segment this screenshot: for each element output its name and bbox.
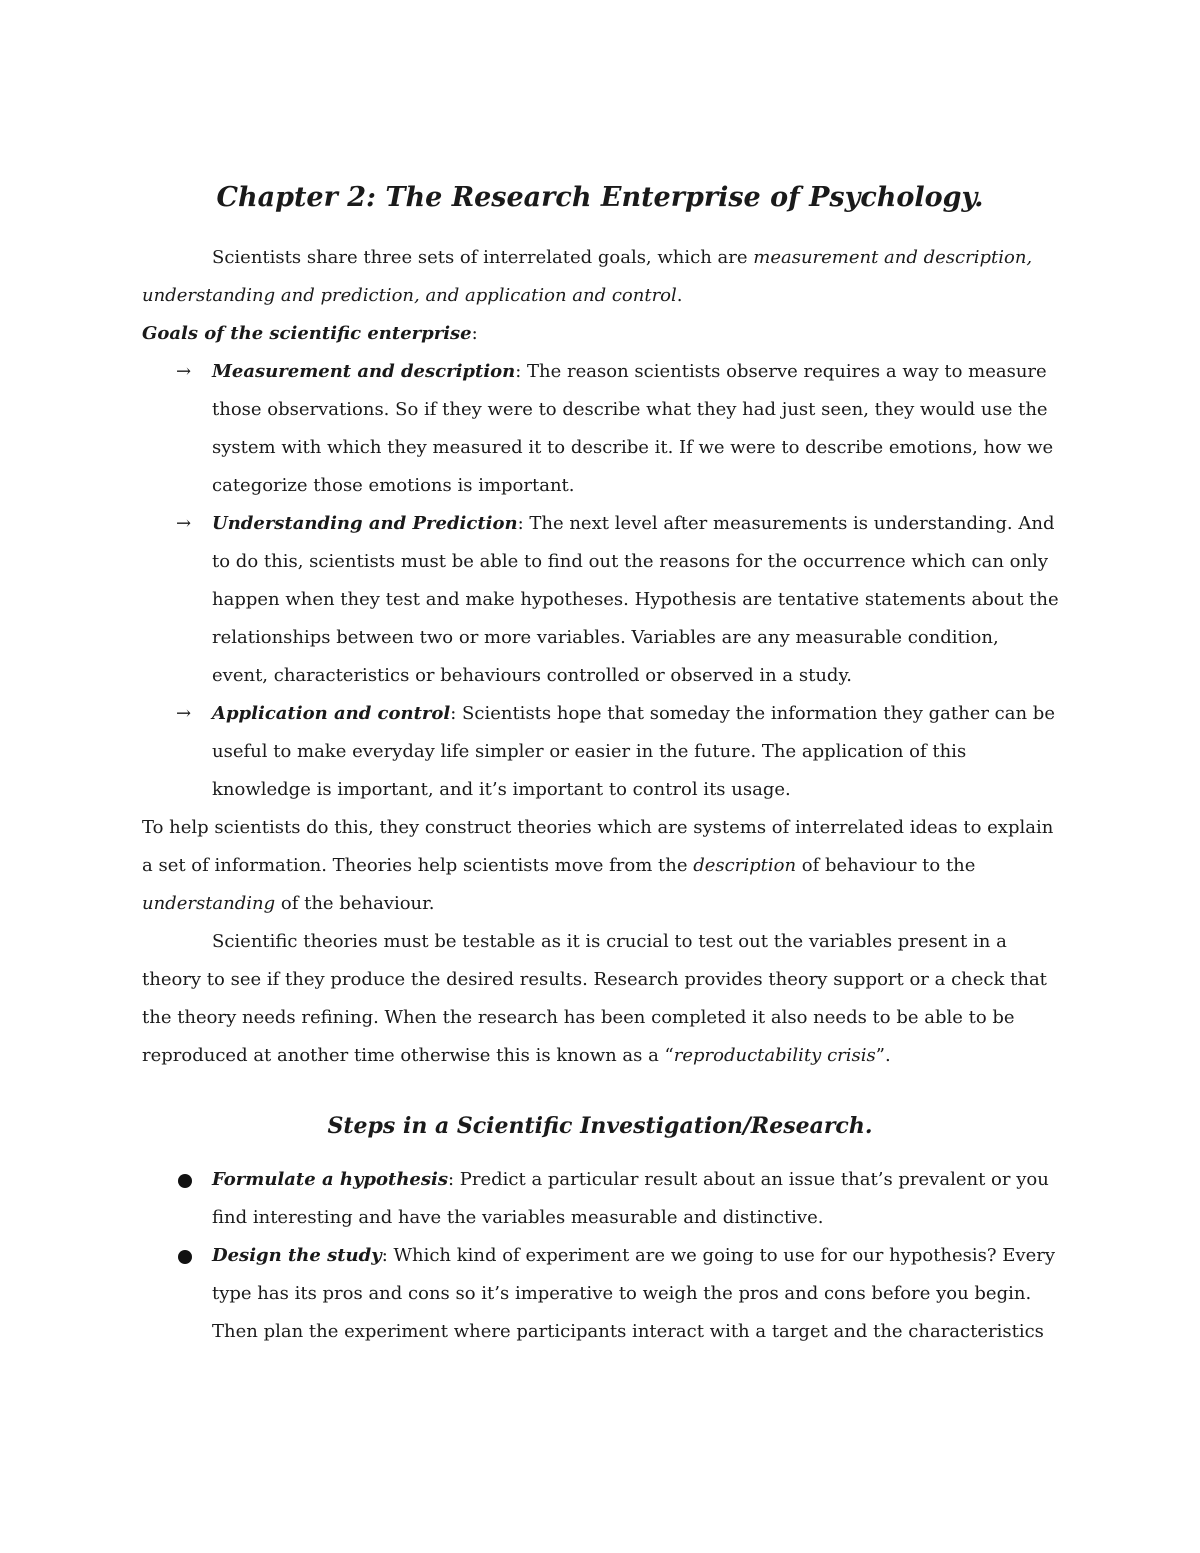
- theories-italic: understanding: [142, 893, 276, 914]
- goals-heading-text: Goals of the scientific enterprise: [142, 323, 472, 344]
- step-text: : Predict a particular result about an issue that’s prevalent or you: [447, 1169, 1049, 1190]
- goal-text: : The next level after measurements is understanding. And: [517, 513, 1055, 534]
- theories-text: of behaviour to the: [796, 855, 976, 876]
- testable-line-4: [142, 1044, 891, 1068]
- intro-italic-goals: measurement and description,: [753, 247, 1033, 268]
- steps-heading: [0, 1110, 1200, 1142]
- goal-text: : The reason scientists observe requires a way to measure: [515, 361, 1047, 382]
- arrow-icon: →: [176, 703, 192, 724]
- steps-heading-period: .: [864, 1113, 873, 1139]
- intro-period: .: [676, 285, 683, 306]
- theories-italic: description: [693, 855, 797, 876]
- testable-text: reproduced at another time otherwise this is known as a “: [142, 1045, 674, 1066]
- step-item-line: find interesting and have the variables measurable and distinctive.: [212, 1207, 824, 1228]
- arrow-icon: →: [176, 513, 192, 534]
- intro-line-2: [142, 284, 683, 308]
- theories-line-3: [142, 892, 435, 916]
- goal-item-line: [212, 512, 1054, 536]
- testable-line-1: Scientific theories must be testable as it is crucial to test out the variables present in a: [212, 931, 1007, 952]
- goal-item-line: categorize those emotions is important.: [212, 475, 575, 496]
- bullet-icon: [178, 1250, 192, 1264]
- steps-heading-text: Steps in a Scientific Investigation/Research: [327, 1113, 865, 1139]
- testable-italic: reproductability crisis: [673, 1045, 876, 1066]
- arrow-icon: →: [176, 361, 192, 382]
- goal-item-line: relationships between two or more variables. Variables are any measurable condition,: [212, 627, 999, 648]
- goal-item-line: event, characteristics or behaviours controlled or observed in a study.: [212, 665, 852, 686]
- goal-item-line: system with which they measured it to describe it. If we were to describe emotions, how we: [212, 437, 1054, 458]
- testable-line-2: theory to see if they produce the desired results. Research provides theory support or a check that: [142, 969, 1047, 990]
- testable-line-3: the theory needs refining. When the research has been completed it also needs to be able to be: [142, 1007, 1015, 1028]
- goal-item-line: happen when they test and make hypotheses. Hypothesis are tentative statements about the: [212, 589, 1059, 610]
- step-text: : Which kind of experiment are we going to use for our hypothesis? Every: [381, 1245, 1056, 1266]
- goal-term: Understanding and Prediction: [212, 513, 518, 534]
- goal-item-line: knowledge is important, and it’s important to control its usage.: [212, 779, 791, 800]
- theories-line-2: [142, 854, 975, 878]
- goal-item-line: those observations. So if they were to describe what they had just seen, they would use the: [212, 399, 1048, 420]
- step-item-line: type has its pros and cons so it’s imperative to weigh the pros and cons before you begin.: [212, 1283, 1032, 1304]
- intro-line-1: [212, 246, 1032, 270]
- goal-item-line: [212, 702, 1055, 726]
- testable-text: ”.: [875, 1045, 891, 1066]
- step-term: Formulate a hypothesis: [212, 1169, 448, 1190]
- goal-item-line: useful to make everyday life simpler or easier in the future. The application of this: [212, 741, 967, 762]
- goals-heading: [142, 322, 478, 346]
- step-item-line: [212, 1244, 1055, 1268]
- goals-heading-colon: :: [471, 323, 478, 344]
- goal-term: Application and control: [212, 703, 451, 724]
- goal-item-line: [212, 360, 1047, 384]
- step-item-line: [212, 1168, 1049, 1192]
- goal-term: Measurement and description: [212, 361, 516, 382]
- theories-text: of the behaviour.: [275, 893, 435, 914]
- goal-item-line: to do this, scientists must be able to find out the reasons for the occurrence which can only: [212, 551, 1049, 572]
- goal-text: : Scientists hope that someday the information they gather can be: [450, 703, 1055, 724]
- chapter-title: Chapter 2: The Research Enterprise of Psychology.: [216, 182, 984, 213]
- step-term: Design the study: [212, 1245, 382, 1266]
- bullet-icon: [178, 1174, 192, 1188]
- step-item-line: Then plan the experiment where participants interact with a target and the characteristics: [212, 1321, 1044, 1342]
- theories-line-1: To help scientists do this, they construct theories which are systems of interrelated ideas to explain: [142, 817, 1054, 838]
- intro-text: Scientists share three sets of interrelated goals, which are: [212, 247, 754, 268]
- theories-text: a set of information. Theories help scientists move from the: [142, 855, 694, 876]
- intro-italic-goals-2: understanding and prediction, and application and control: [142, 285, 677, 306]
